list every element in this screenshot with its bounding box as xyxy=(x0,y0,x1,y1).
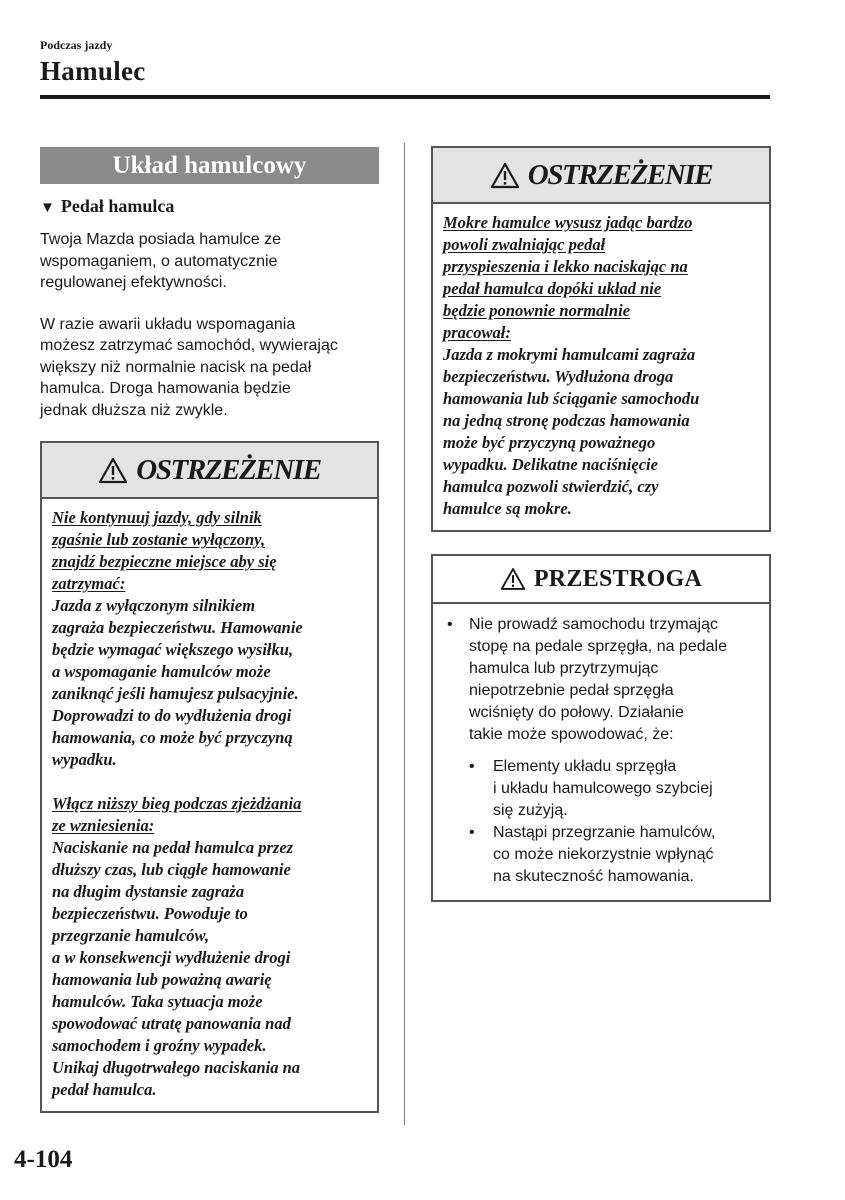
text-line: Naciskanie na pedał hamulca przez xyxy=(52,838,294,857)
text-line: zagraża bezpieczeństwu. Hamowanie xyxy=(52,618,303,637)
list-item-text xyxy=(493,756,713,822)
warning-title: OSTRZEŻENIE xyxy=(136,453,321,486)
title-rule xyxy=(40,95,770,99)
caution-box xyxy=(431,554,771,902)
text-line: zatrzymać: xyxy=(52,574,126,593)
warning-lead xyxy=(443,212,759,344)
text-line: będzie ponownie normalnie xyxy=(443,301,631,320)
bullet-icon: • xyxy=(447,616,453,633)
text-line: a wspomaganie hamulców może xyxy=(52,662,271,681)
text-line: wypadku. xyxy=(52,750,117,769)
text-line: Elementy układu sprzęgła xyxy=(493,758,677,775)
section-label: Podczas jazdy xyxy=(40,38,113,52)
caution-title: PRZESTROGA xyxy=(533,565,703,592)
text-line: hamulca. Droga hamowania będzie xyxy=(40,380,291,397)
text-line: pedał hamulca. xyxy=(52,1080,157,1099)
text-line: bezpieczeństwu. Wydłużona droga xyxy=(443,367,674,386)
text-line: przyspieszenia i lekko naciskając na xyxy=(443,257,688,276)
text-line: powoli zwalniając pedał xyxy=(443,235,606,254)
warning-triangle-icon xyxy=(98,457,128,484)
text-line: hamowania, co może być przyczyną xyxy=(52,728,293,747)
warning-triangle-icon xyxy=(500,567,526,591)
warning-triangle-icon xyxy=(490,162,520,189)
text-line: samochodem i groźny wypadek. xyxy=(52,1036,267,1055)
intro-paragraph xyxy=(40,229,379,294)
right-column xyxy=(431,146,771,902)
failure-paragraph xyxy=(40,314,379,422)
caution-header xyxy=(433,556,769,604)
text-line: hamowania lub ściąganie samochodu xyxy=(443,389,700,408)
bullet-icon: • xyxy=(469,758,475,775)
warning-text xyxy=(52,837,367,1101)
text-line: może być przyczyną poważnego xyxy=(443,433,656,452)
text-line: się zużyją. xyxy=(493,802,568,819)
text-line: na jedną stronę podczas hamowania xyxy=(443,411,690,430)
section-heading: Układ hamulcowy xyxy=(40,147,379,184)
text-line: możesz zatrzymać samochód, wywierając xyxy=(40,337,338,354)
text-line: pedał hamulca dopóki układ nie xyxy=(443,279,662,298)
warning-title: OSTRZEŻENIE xyxy=(527,158,713,191)
text-line: spowodować utratę panowania nad xyxy=(52,1014,291,1033)
warning-body xyxy=(433,204,769,530)
list-item xyxy=(469,756,757,822)
text-line: większy niż normalnie nacisk na pedał xyxy=(40,358,312,376)
text-line: wspomaganiem, o automatycznie xyxy=(40,252,278,270)
triangle-down-icon: ▼ xyxy=(40,200,55,216)
caution-body xyxy=(433,604,769,900)
text-line: Nie prowadź samochodu trzymając xyxy=(469,616,718,633)
warning-box-wet-brakes xyxy=(431,146,771,532)
text-line: stopę na pedale sprzęgła, na pedale xyxy=(469,638,727,655)
text-line: Włącz niższy bieg podczas zjeżdżania xyxy=(52,794,302,813)
warning-body xyxy=(42,499,377,1111)
warning-box-engine-off xyxy=(40,441,379,1113)
column-divider xyxy=(404,143,405,1125)
subheading-text: Pedał hamulca xyxy=(60,196,175,216)
text-line: hamulców. Taka sytuacja może xyxy=(52,992,263,1011)
text-line: będzie wymagać większego wysiłku, xyxy=(52,640,294,659)
text-line: dłuższy czas, lub ciągłe hamowanie xyxy=(52,860,291,879)
sub-list xyxy=(447,756,757,888)
text-line: hamulca pozwoli stwierdzić, czy xyxy=(443,477,659,496)
text-line: Mokre hamulce wysusz jadąc bardzo xyxy=(443,213,693,232)
list-item-text xyxy=(469,614,727,746)
text-line: Twoja Mazda posiada hamulce ze xyxy=(40,231,282,248)
text-line: niepotrzebnie pedał sprzęgła xyxy=(469,682,674,699)
subheading xyxy=(40,196,379,217)
list-item xyxy=(447,614,757,746)
text-line: co może niekorzystnie wpłynąć xyxy=(493,846,714,863)
text-line: na skuteczność hamowania. xyxy=(493,868,694,885)
text-line: wciśnięty do połowy. Działanie xyxy=(469,704,684,721)
page-number: 4-104 xyxy=(14,1146,73,1173)
page-title: Hamulec xyxy=(40,56,146,86)
text-line: znajdź bezpieczne miejsce aby się xyxy=(52,552,277,571)
text-line: hamowania lub poważną awarię xyxy=(52,970,272,989)
text-line: ze wzniesienia: xyxy=(52,816,155,835)
text-line: regulowanej efektywności. xyxy=(40,274,227,291)
warning-text xyxy=(443,344,759,520)
text-line: hamulca lub przytrzymując xyxy=(469,660,659,677)
text-line: i układu hamulcowego szybciej xyxy=(493,780,713,797)
text-line: jednak dłuższa niż zwykle. xyxy=(40,401,228,419)
text-line: Nie kontynuuj jazdy, gdy silnik xyxy=(52,508,262,527)
list-item-text xyxy=(493,822,715,888)
text-line: Doprowadzi to do wydłużenia drogi xyxy=(52,706,292,725)
text-line: W razie awarii układu wspomagania xyxy=(40,315,296,333)
text-line: Unikaj długotrwałego naciskania na xyxy=(52,1058,301,1077)
text-line: pracował: xyxy=(443,323,511,342)
list-item xyxy=(469,822,757,888)
text-line: hamulce są mokre. xyxy=(443,499,572,518)
text-line: przegrzanie hamulców, xyxy=(52,926,210,945)
warning-text xyxy=(52,595,367,771)
text-line: wypadku. Delikatne naciśnięcie xyxy=(443,455,658,474)
text-line: a w konsekwencji wydłużenie drogi xyxy=(52,948,291,967)
text-line: zgaśnie lub zostanie wyłączony, xyxy=(52,530,265,549)
left-column xyxy=(40,147,379,1113)
text-line: takie może spowodować, że: xyxy=(469,726,674,743)
warning-lead xyxy=(52,507,367,595)
warning-lead xyxy=(52,793,367,837)
text-line: bezpieczeństwu. Powoduje to xyxy=(52,904,248,923)
bullet-icon: • xyxy=(469,824,475,841)
warning-header xyxy=(42,443,377,499)
text-line: Jazda z mokrymi hamulcami zagraża xyxy=(443,345,696,364)
text-line: zaniknąć jeśli hamujesz pulsacyjnie. xyxy=(52,684,299,703)
text-line: Nastąpi przegrzanie hamulców, xyxy=(493,824,716,841)
text-line: na długim dystansie zagraża xyxy=(52,882,245,901)
warning-header xyxy=(433,148,769,204)
text-line: Jazda z wyłączonym silnikiem xyxy=(52,596,256,615)
